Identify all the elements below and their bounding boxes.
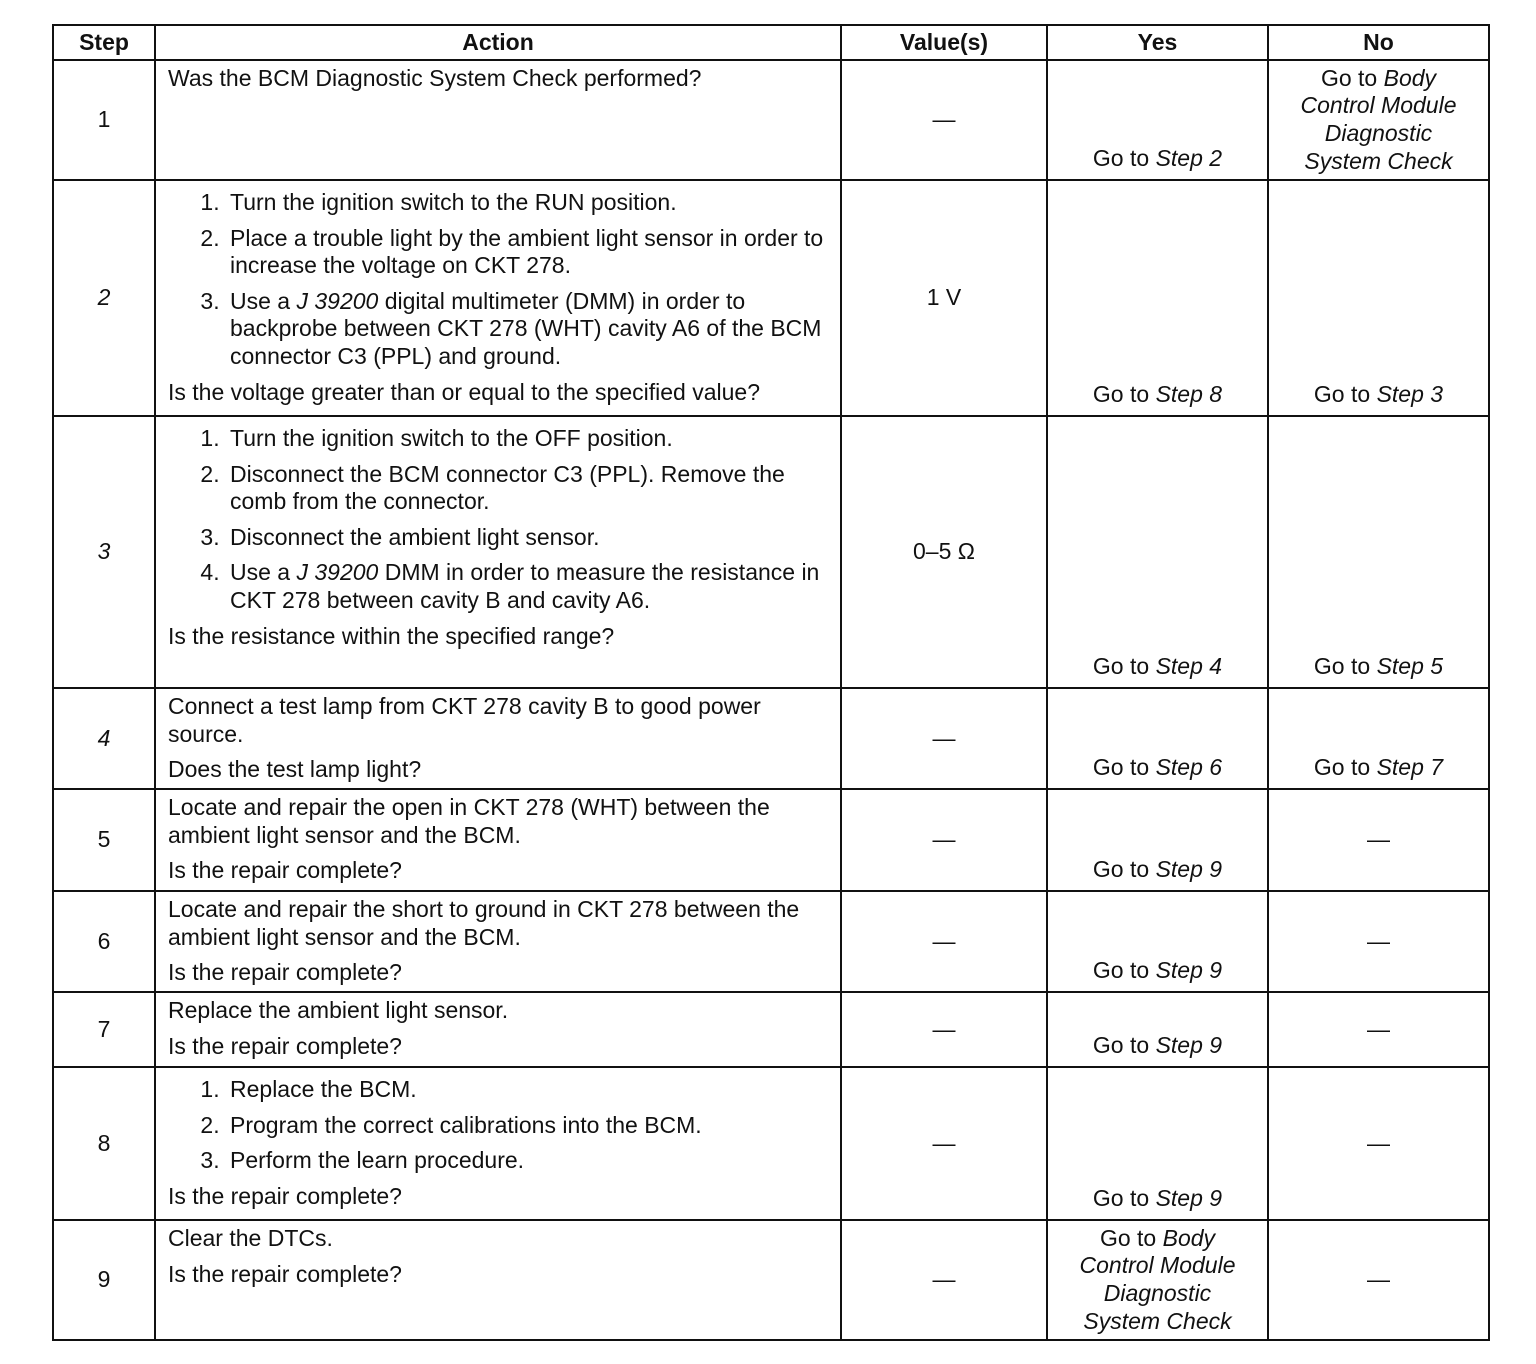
list-item: 1. Turn the ignition switch to the RUN position. bbox=[226, 189, 830, 217]
action-cell bbox=[155, 688, 841, 789]
list-item: 2. Disconnect the BCM connector C3 (PPL). Remove the comb from the connector. bbox=[226, 461, 830, 516]
table-row bbox=[53, 1067, 1489, 1220]
action-cell bbox=[155, 891, 841, 992]
yes-target-link[interactable]: Step 8 bbox=[1155, 381, 1223, 408]
yes-cell bbox=[1047, 789, 1268, 891]
value-cell: 0–5 Ω bbox=[841, 416, 1047, 688]
yes-target-link[interactable]: Step 9 bbox=[1155, 957, 1223, 984]
yes-prefix: Go to bbox=[1092, 754, 1150, 781]
step-number: 1 bbox=[53, 60, 155, 180]
step-number: 9 bbox=[53, 1220, 155, 1340]
action-question: Is the resistance within the specified range? bbox=[168, 622, 615, 649]
no-cell bbox=[1268, 688, 1489, 789]
table-row bbox=[53, 416, 1489, 688]
list-item: 1. Turn the ignition switch to the OFF position. bbox=[226, 425, 830, 453]
action-question: Does the test lamp light? bbox=[168, 756, 422, 783]
no-prefix: Go to bbox=[1320, 64, 1378, 91]
yes-prefix: Go to bbox=[1092, 1032, 1150, 1059]
value-cell: — bbox=[841, 891, 1047, 992]
table-row bbox=[53, 789, 1489, 891]
list-item-text: Use a bbox=[230, 287, 291, 314]
list-item: 3. Disconnect the ambient light sensor. bbox=[226, 524, 830, 552]
step-number: 5 bbox=[53, 789, 155, 891]
header-action: Action bbox=[155, 25, 841, 60]
yes-prefix: Go to bbox=[1099, 1224, 1157, 1251]
yes-cell bbox=[1047, 688, 1268, 789]
no-prefix: Go to bbox=[1313, 754, 1371, 781]
tool-reference: J 39200 bbox=[296, 287, 379, 314]
action-steps-list bbox=[168, 1076, 830, 1175]
list-item-text: Use a bbox=[230, 559, 291, 586]
no-prefix: Go to bbox=[1313, 381, 1371, 408]
action-cell bbox=[155, 416, 841, 688]
no-cell: — bbox=[1268, 1067, 1489, 1220]
table-row bbox=[53, 1220, 1489, 1340]
action-steps-list bbox=[168, 189, 830, 371]
list-item: 2. Place a trouble light by the ambient light sensor in order to increase the voltage on CKT 278. bbox=[226, 225, 830, 280]
yes-cell bbox=[1047, 416, 1268, 688]
yes-target-link[interactable]: Step 9 bbox=[1155, 1032, 1223, 1059]
action-text: Locate and repair the open in CKT 278 (WHT) between the ambient light sensor and the BCM. bbox=[168, 794, 770, 848]
action-cell bbox=[155, 992, 841, 1067]
value-cell: 1 V bbox=[841, 180, 1047, 416]
no-target-link[interactable]: Step 3 bbox=[1376, 381, 1444, 408]
yes-prefix: Go to bbox=[1092, 145, 1150, 172]
step-number: 4 bbox=[53, 688, 155, 789]
step-number: 7 bbox=[53, 992, 155, 1067]
header-no: No bbox=[1268, 25, 1489, 60]
table-row bbox=[53, 60, 1489, 180]
yes-target-link[interactable]: Step 9 bbox=[1155, 1185, 1223, 1212]
list-item: 2. Program the correct calibrations into the BCM. bbox=[226, 1112, 830, 1140]
table-row bbox=[53, 992, 1489, 1067]
step-number: 8 bbox=[53, 1067, 155, 1220]
value-cell: — bbox=[841, 1067, 1047, 1220]
value-cell: — bbox=[841, 1220, 1047, 1340]
action-cell bbox=[155, 1220, 841, 1340]
no-cell: — bbox=[1268, 891, 1489, 992]
yes-cell bbox=[1047, 992, 1268, 1067]
step-number: 2 bbox=[53, 180, 155, 416]
yes-prefix: Go to bbox=[1092, 1185, 1150, 1212]
no-target-link[interactable]: Step 5 bbox=[1376, 653, 1444, 680]
value-cell: — bbox=[841, 688, 1047, 789]
yes-target-link[interactable]: Step 4 bbox=[1155, 653, 1223, 680]
yes-cell bbox=[1047, 1067, 1268, 1220]
table-row bbox=[53, 891, 1489, 992]
action-text: Connect a test lamp from CKT 278 cavity B to good power source. bbox=[168, 693, 761, 747]
yes-cell bbox=[1047, 891, 1268, 992]
table-row bbox=[53, 688, 1489, 789]
value-cell: — bbox=[841, 60, 1047, 180]
yes-prefix: Go to bbox=[1092, 381, 1150, 408]
yes-cell bbox=[1047, 1220, 1268, 1340]
step-number: 6 bbox=[53, 891, 155, 992]
yes-cell bbox=[1047, 180, 1268, 416]
action-text: Locate and repair the short to ground in CKT 278 between the ambient light sensor and the BCM. bbox=[168, 896, 800, 950]
action-question: Is the repair complete? bbox=[168, 1032, 402, 1059]
action-cell bbox=[155, 60, 841, 180]
action-text: Clear the DTCs. bbox=[168, 1225, 333, 1251]
list-item-text: digital multimeter (DMM) in order to backprobe between CKT 278 (WHT) cavity A6 of the BCM connector C3 (PPL) and ground. bbox=[230, 287, 822, 369]
value-cell: — bbox=[841, 789, 1047, 891]
no-cell bbox=[1268, 416, 1489, 688]
action-cell bbox=[155, 789, 841, 891]
action-text: Replace the ambient light sensor. bbox=[168, 997, 509, 1023]
action-cell bbox=[155, 180, 841, 416]
action-steps-list bbox=[168, 425, 830, 615]
list-item-text: DMM in order to measure the resistance in CKT 278 between cavity B and cavity A6. bbox=[230, 559, 820, 613]
yes-prefix: Go to bbox=[1092, 957, 1150, 984]
no-prefix: Go to bbox=[1313, 653, 1371, 680]
diagnostic-table bbox=[52, 24, 1490, 1341]
header-step: Step bbox=[53, 25, 155, 60]
no-cell: — bbox=[1268, 992, 1489, 1067]
action-question: Is the repair complete? bbox=[168, 1260, 402, 1287]
action-cell bbox=[155, 1067, 841, 1220]
value-cell: — bbox=[841, 992, 1047, 1067]
header-yes: Yes bbox=[1047, 25, 1268, 60]
action-question: Is the repair complete? bbox=[168, 1182, 402, 1209]
step-number: 3 bbox=[53, 416, 155, 688]
no-cell bbox=[1268, 60, 1489, 180]
yes-target-link[interactable]: Body Control Module Diagnostic System Check bbox=[1079, 1224, 1236, 1334]
yes-cell bbox=[1047, 60, 1268, 180]
yes-prefix: Go to bbox=[1092, 856, 1150, 883]
table-row bbox=[53, 180, 1489, 416]
list-item bbox=[226, 288, 830, 371]
no-target-link[interactable]: Step 7 bbox=[1376, 754, 1444, 781]
header-row bbox=[53, 25, 1489, 60]
yes-target-link[interactable]: Step 6 bbox=[1155, 754, 1223, 781]
action-text: Was the BCM Diagnostic System Check performed? bbox=[168, 65, 702, 91]
action-question: Is the repair complete? bbox=[168, 959, 402, 986]
yes-target-link[interactable]: Step 2 bbox=[1155, 145, 1223, 172]
no-target-link[interactable]: Body Control Module Diagnostic System Check bbox=[1300, 64, 1457, 174]
no-cell bbox=[1268, 180, 1489, 416]
yes-prefix: Go to bbox=[1092, 653, 1150, 680]
list-item: 3. Perform the learn procedure. bbox=[226, 1147, 830, 1175]
list-item bbox=[226, 559, 830, 614]
no-cell: — bbox=[1268, 1220, 1489, 1340]
action-question: Is the repair complete? bbox=[168, 857, 402, 884]
no-cell: — bbox=[1268, 789, 1489, 891]
yes-target-link[interactable]: Step 9 bbox=[1155, 856, 1223, 883]
tool-reference: J 39200 bbox=[296, 559, 379, 586]
list-item: 1. Replace the BCM. bbox=[226, 1076, 830, 1104]
header-values: Value(s) bbox=[841, 25, 1047, 60]
action-question: Is the voltage greater than or equal to the specified value? bbox=[168, 378, 761, 405]
